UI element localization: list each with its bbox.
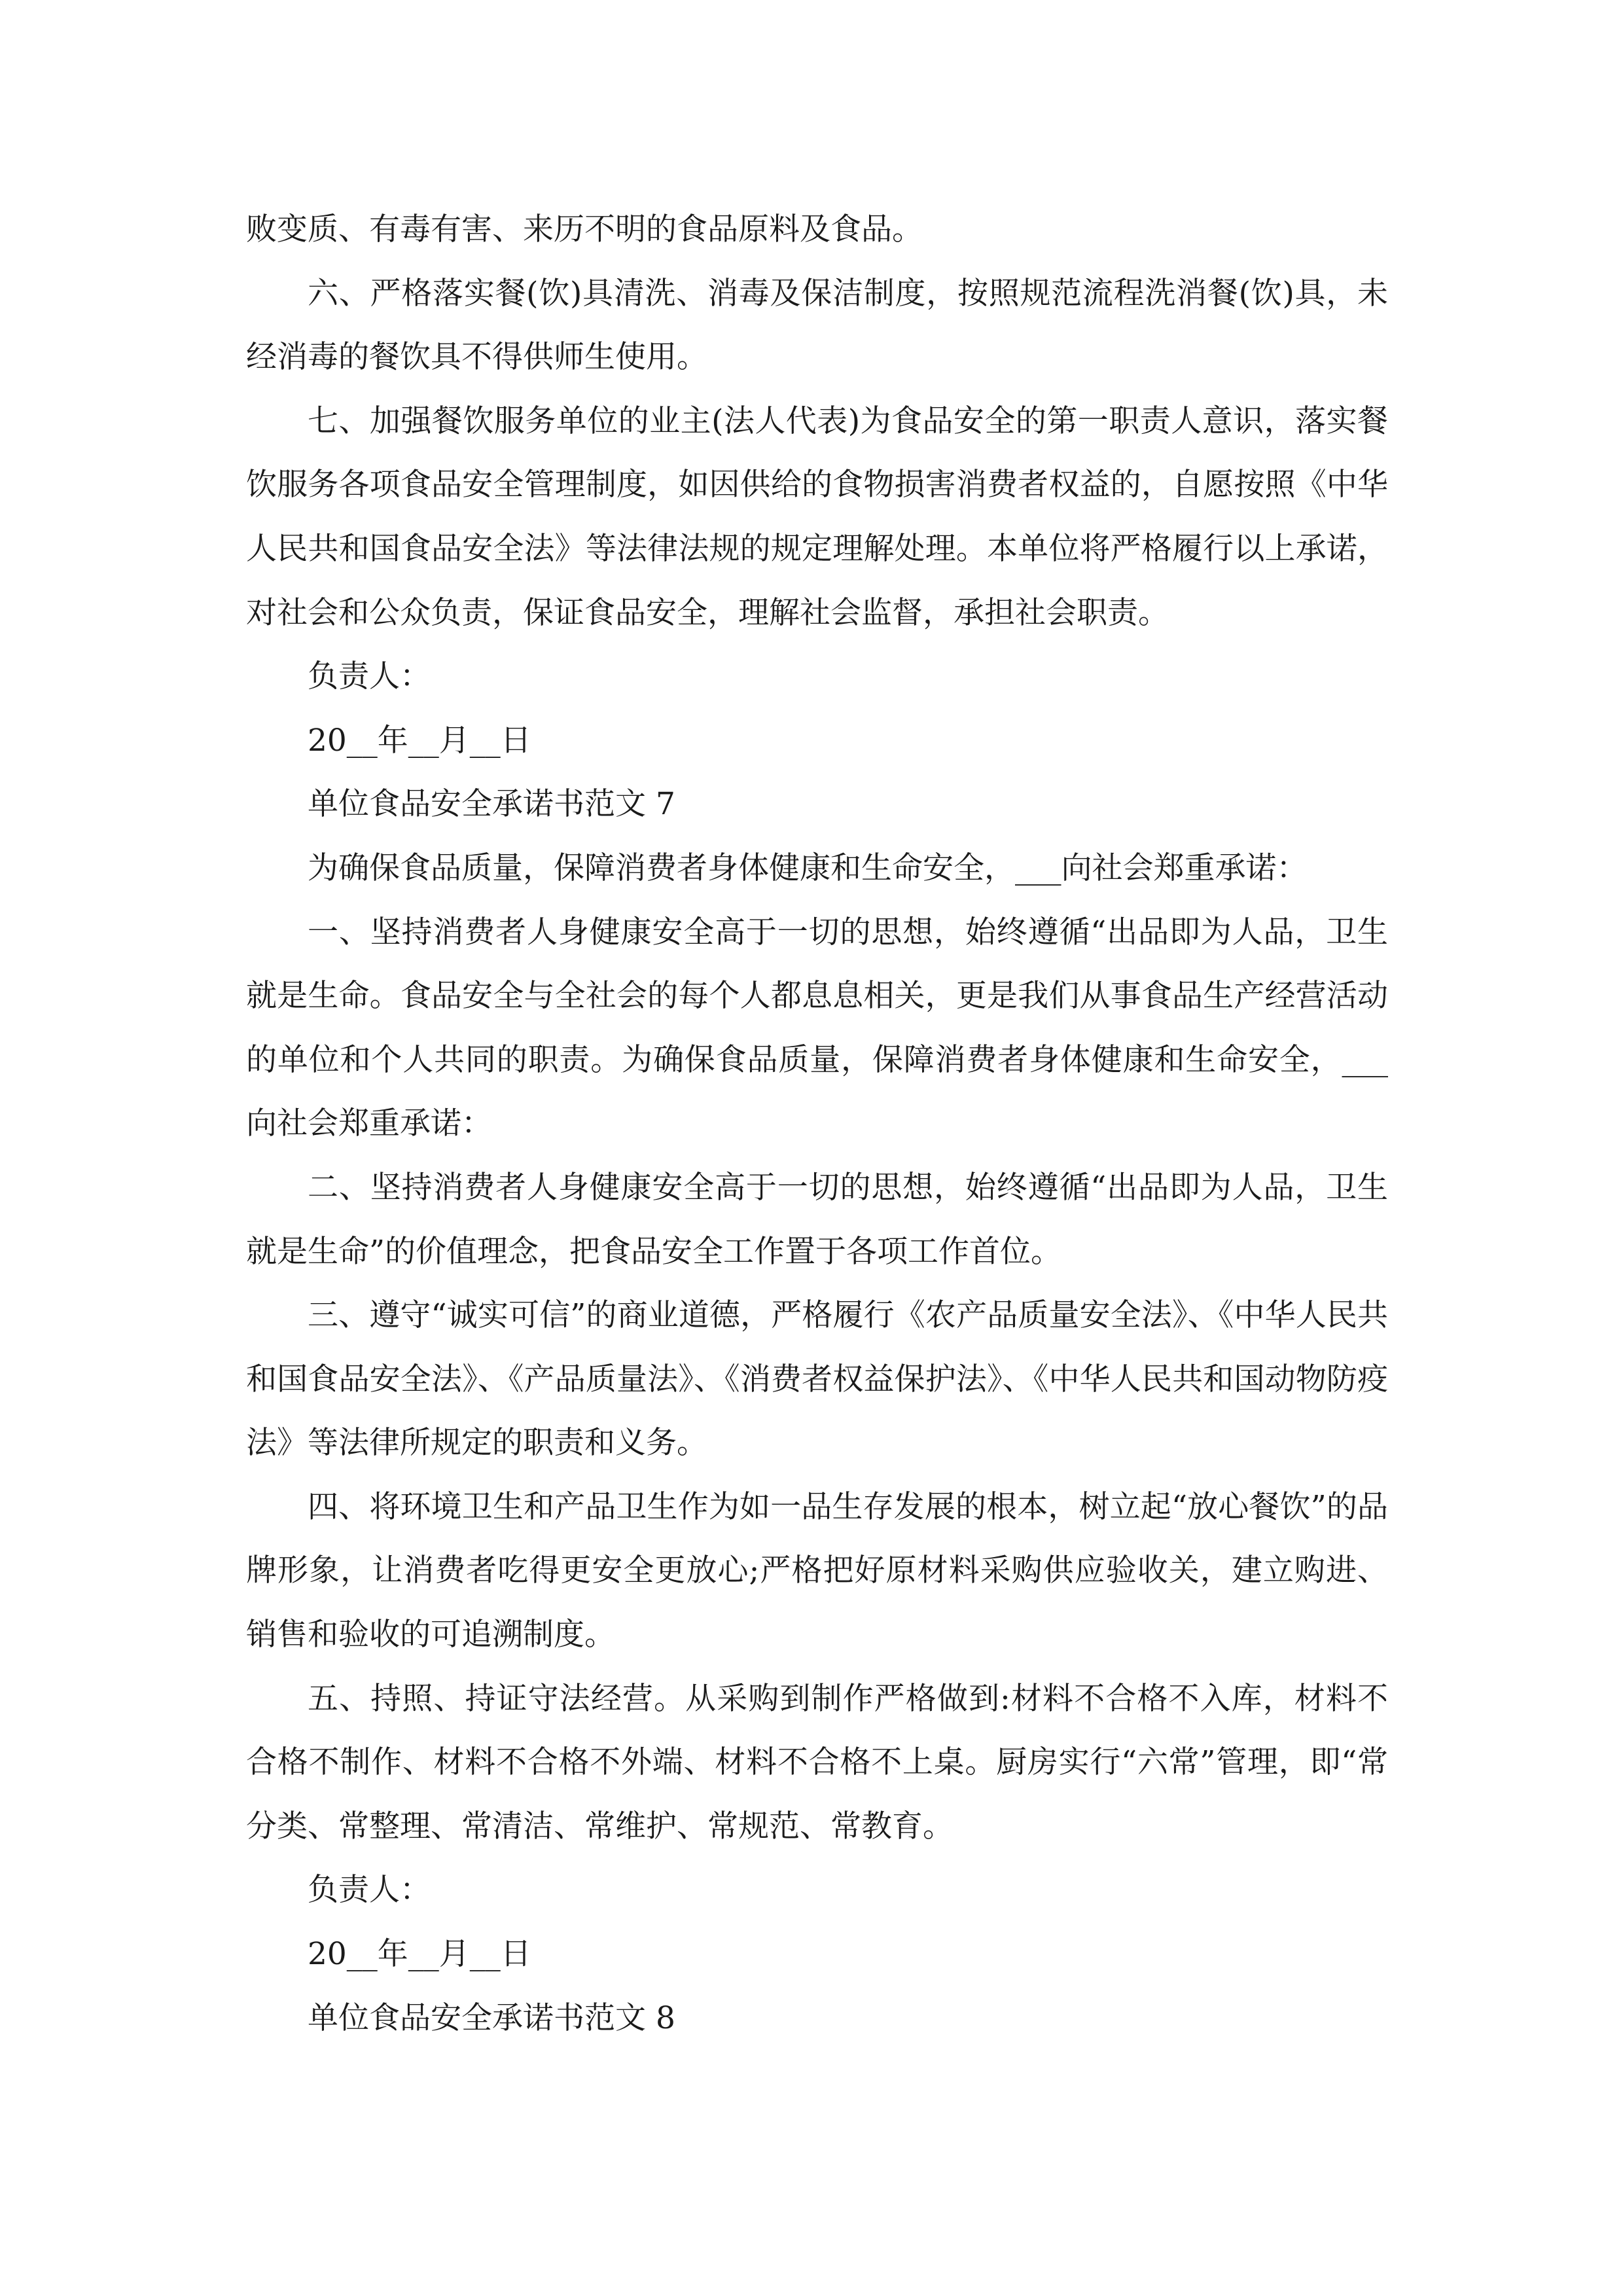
paragraph-item-4: 四、将环境卫生和产品卫生作为如一品生存发展的根本，树立起“放心餐饮”的品牌形象，让消费者吃得更安全更放心;严格把好原材料采购供应验收关，建立购进、销售和验收的可追溯制度。 [246,1488,1388,1653]
signature-label: 负责人： [308,658,431,695]
paragraph-continuation: 败变质、有毒有害、来历不明的食品原料及食品。 [246,211,923,247]
paragraph-item-7: 七、加强餐饮服务单位的业主(法人代表)为食品安全的第一职责人意识，落实餐饮服务各项食品安全管理制度，如因供给的食物损害消费者权益的，自愿按照《中华人民共和国食品安全法》等法律法规的规定理解处理。本单位将严格履行以上承诺，对社会和公众负责，保证食品安全，理解社会监督，承担社会职责。 [246,403,1388,631]
date-line: 20__年__月__日 [308,722,531,759]
document-body [246,198,1388,2050]
paragraph-item-6: 六、严格落实餐(饮)具清洗、消毒及保洁制度，按照规范流程洗消餐(饮)具，未经消毒的餐饮具不得供师生使用。 [246,275,1388,376]
date-line: 20__年__月__日 [308,1936,531,1973]
section-heading-8: 单位食品安全承诺书范文 8 [308,2000,675,2036]
paragraph-item-2: 二、坚持消费者人身健康安全高于一切的思想，始终遵循“出品即为人品，卫生就是生命”的价值理念，把食品安全工作置于各项工作首位。 [246,1169,1388,1270]
paragraph-intro: 为确保食品质量，保障消费者身体健康和生命安全，___向社会郑重承诺： [308,850,1308,886]
paragraph-item-1: 一、坚持消费者人身健康安全高于一切的思想，始终遵循“出品即为人品，卫生就是生命。食品安全与全社会的每个人都息息相关，更是我们从事食品生产经营活动的单位和个人共同的职责。为确保食品质量，保障消费者身体健康和生命安全，___向社会郑重承诺： [246,914,1388,1142]
paragraph-item-5: 五、持照、持证守法经营。从采购到制作严格做到:材料不合格不入库，材料不合格不制作、材料不合格不外端、材料不合格不上桌。厨房实行“六常”管理，即“常分类、常整理、常清洁、常维护、常规范、常教育。 [246,1680,1388,1844]
signature-label: 负责人： [308,1872,431,1909]
paragraph-item-3: 三、遵守“诚实可信”的商业道德，严格履行《农产品质量安全法》、《中华人民共和国食品安全法》、《产品质量法》、《消费者权益保护法》、《中华人民共和国动物防疫法》等法律所规定的职责和义务。 [246,1297,1388,1462]
section-heading-7: 单位食品安全承诺书范文 7 [308,786,675,823]
